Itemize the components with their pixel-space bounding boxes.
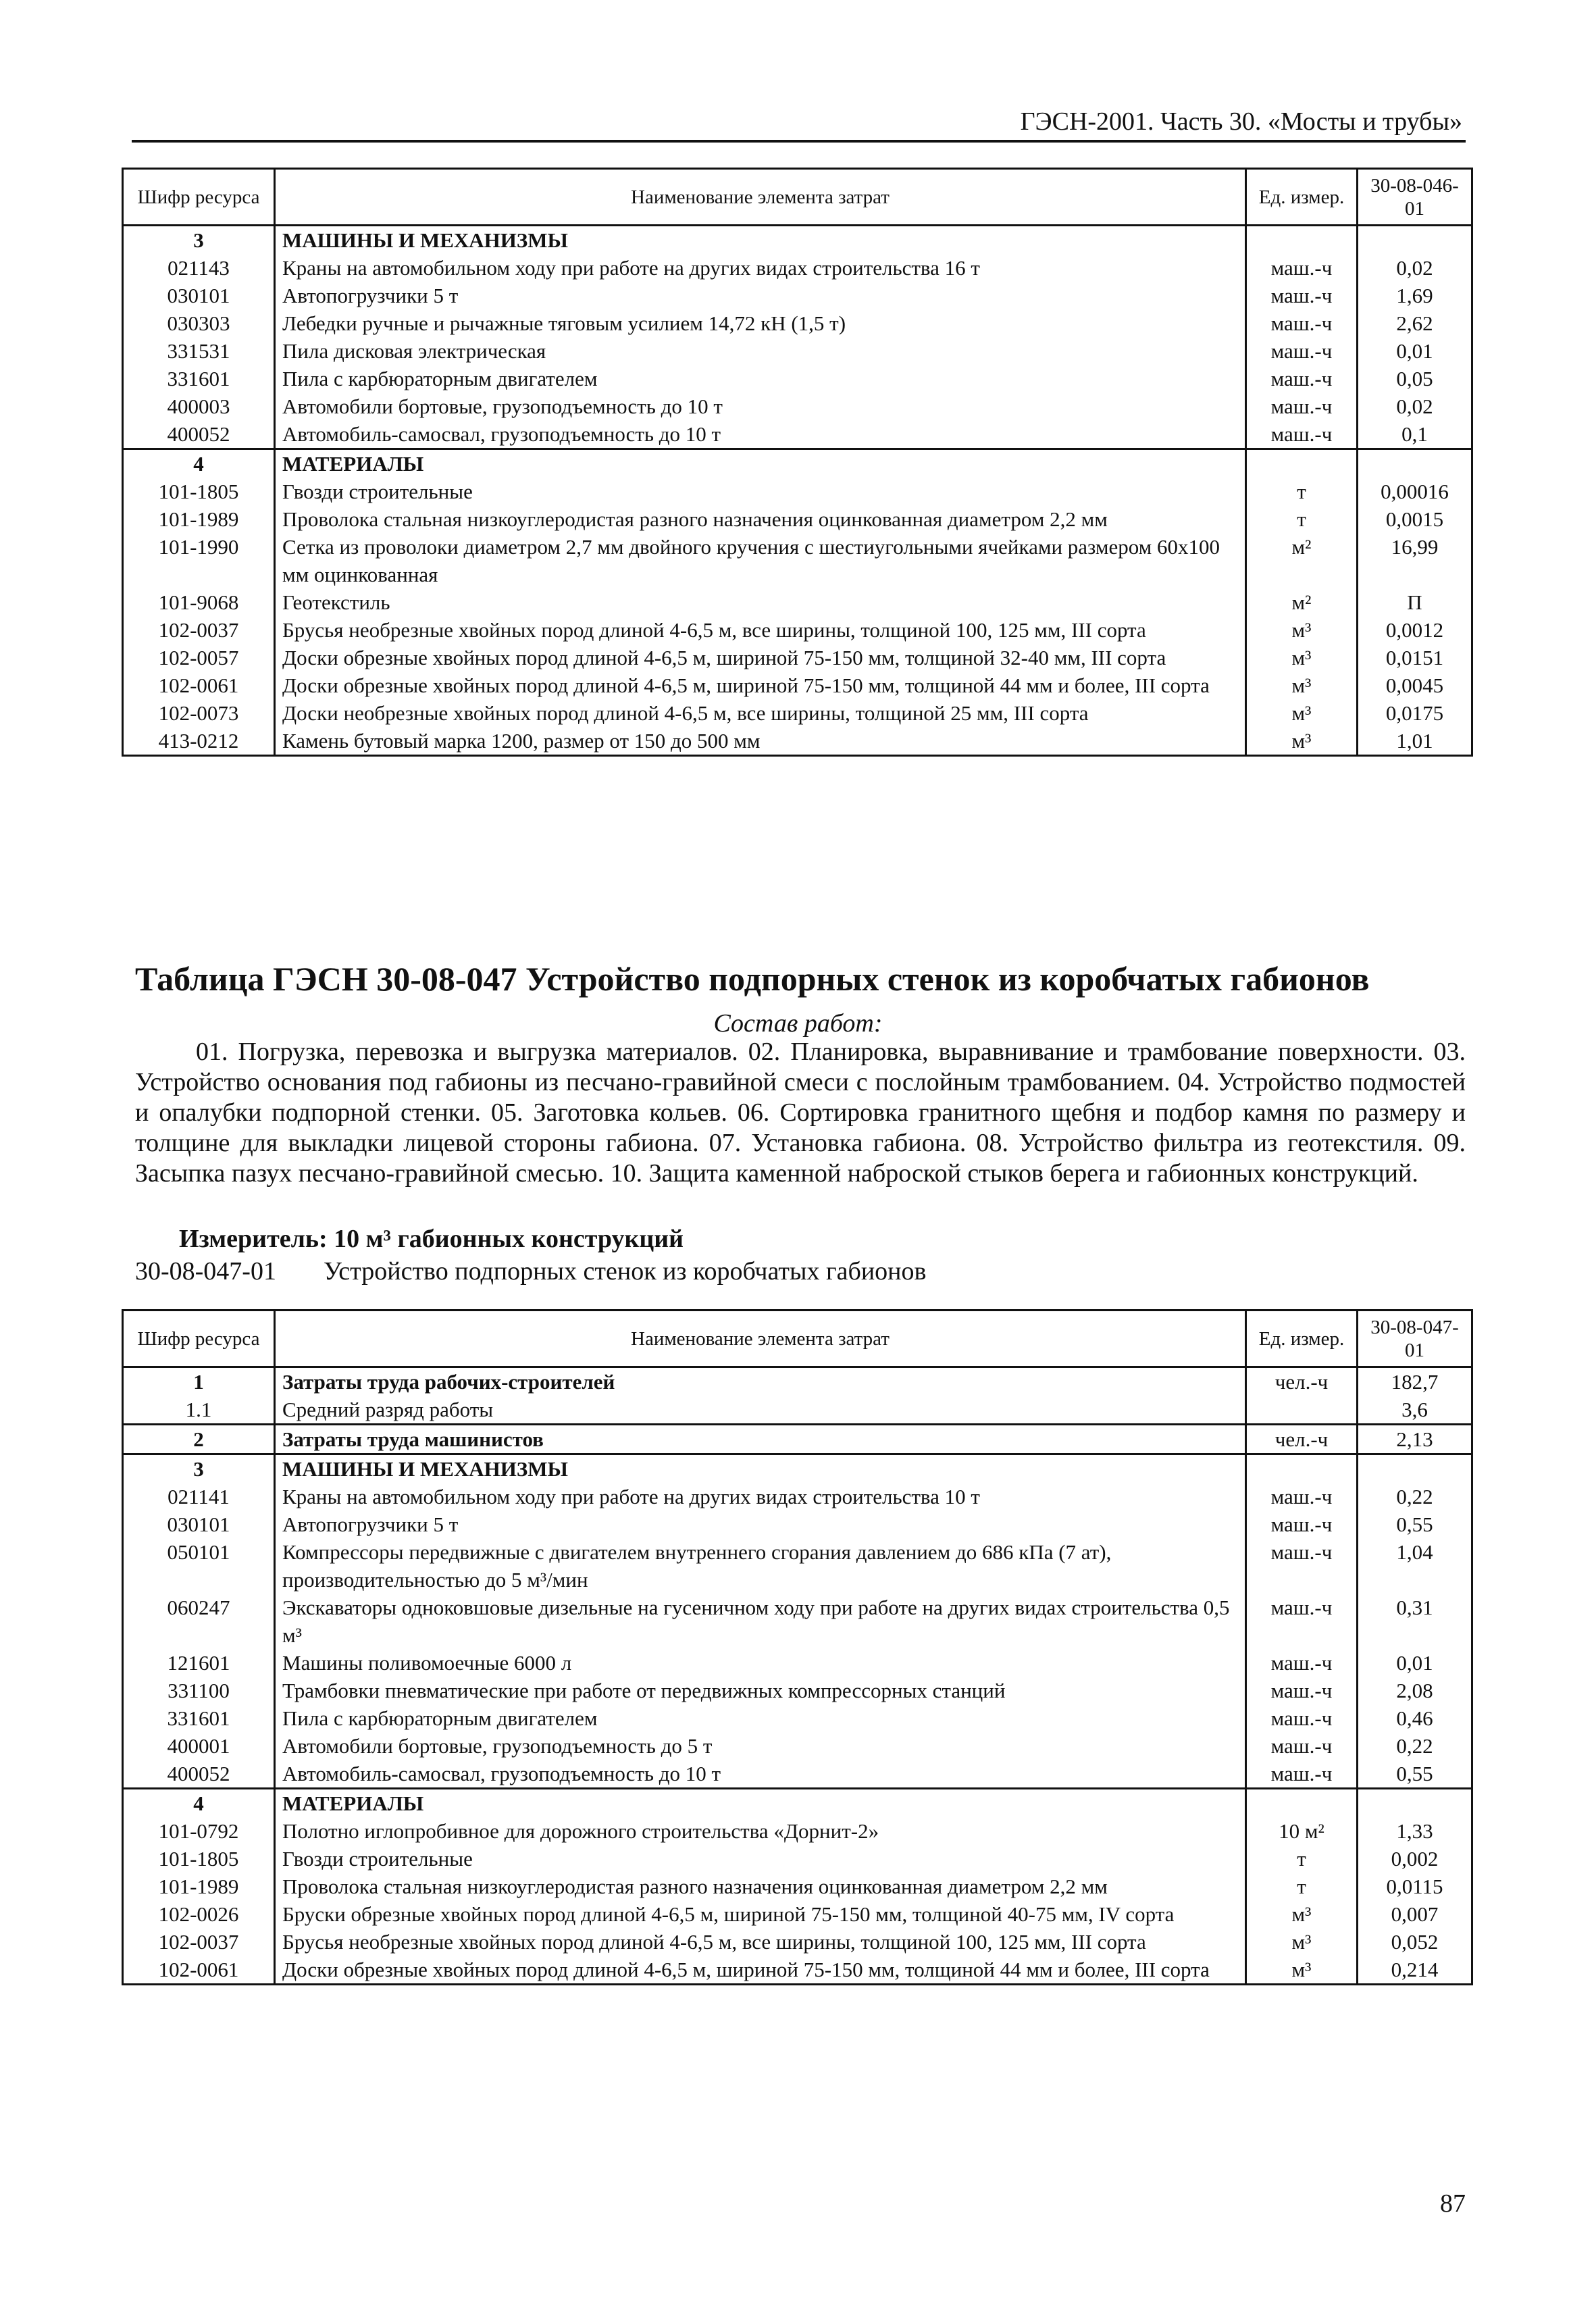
unit-cell: маш.-ч	[1246, 1760, 1358, 1789]
resource-name-cell: Пила дисковая электрическая	[275, 337, 1246, 365]
norm-value-cell: 0,007	[1358, 1900, 1472, 1928]
unit-cell: чел.-ч	[1246, 1425, 1358, 1454]
table-row	[123, 420, 1472, 449]
resource-name-cell: Затраты труда машинистов	[275, 1425, 1246, 1454]
resource-name-cell: Гвозди строительные	[275, 1845, 1246, 1873]
resource-name-cell: Полотно иглопробивное для дорожного строительства «Дорнит-2»	[275, 1817, 1246, 1845]
norm-value-cell: 0,02	[1358, 392, 1472, 420]
resource-name-cell: Доски необрезные хвойных пород длиной 4-6,5 м, все ширины, толщиной 25 мм, III сорта	[275, 699, 1246, 727]
norm-value-cell: 182,7	[1358, 1367, 1472, 1396]
unit-cell: м²	[1246, 533, 1358, 588]
norm-value-cell: 0,22	[1358, 1483, 1472, 1510]
norm-value-cell: 0,052	[1358, 1928, 1472, 1956]
resource-code-cell: 2	[123, 1425, 275, 1454]
norm-value-cell: 0,55	[1358, 1510, 1472, 1538]
resource-code-cell: 101-1989	[123, 1873, 275, 1900]
resource-code-cell: 102-0061	[123, 1956, 275, 1985]
table-row	[123, 1789, 1472, 1818]
resource-code-cell: 4	[123, 1789, 275, 1818]
table-row	[123, 1649, 1472, 1677]
table-row	[123, 671, 1472, 699]
resource-name-cell: МАШИНЫ И МЕХАНИЗМЫ	[275, 226, 1246, 255]
table-row	[123, 392, 1472, 420]
resource-name-cell: Гвозди строительные	[275, 478, 1246, 505]
norm-code: 30-08-047-01	[135, 1257, 276, 1286]
unit-cell: т	[1246, 505, 1358, 533]
norm-value-cell: 0,214	[1358, 1956, 1472, 1985]
resource-code-cell: 101-1805	[123, 478, 275, 505]
table-row	[123, 1845, 1472, 1873]
column-header-name: Наименование элемента затрат	[275, 1311, 1246, 1367]
table-row	[123, 254, 1472, 282]
unit-cell: маш.-ч	[1246, 309, 1358, 337]
norm-value-cell: 0,0175	[1358, 699, 1472, 727]
resource-table-30-08-046	[122, 168, 1473, 757]
resource-code-cell: 102-0037	[123, 616, 275, 644]
table-title: Таблица ГЭСН 30-08-047 Устройство подпорных стенок из коробчатых габионов	[135, 960, 1370, 998]
table-row	[123, 727, 1472, 756]
norm-value-cell: 3,6	[1358, 1396, 1472, 1425]
norm-value-cell: 0,00016	[1358, 478, 1472, 505]
unit-cell: маш.-ч	[1246, 1677, 1358, 1704]
norm-value-cell	[1358, 1789, 1472, 1818]
resource-name-cell: Автомобиль-самосвал, грузоподъемность до 10 т	[275, 1760, 1246, 1789]
unit-cell	[1246, 1454, 1358, 1483]
resource-name-cell: Геотекстиль	[275, 588, 1246, 616]
norm-value-cell: 1,04	[1358, 1538, 1472, 1594]
resource-code-cell: 331100	[123, 1677, 275, 1704]
column-header-name: Наименование элемента затрат	[275, 169, 1246, 226]
table-row	[123, 1760, 1472, 1789]
resource-code-cell: 102-0026	[123, 1900, 275, 1928]
unit-cell: м³	[1246, 727, 1358, 756]
resource-code-cell: 331601	[123, 1704, 275, 1732]
resource-name-cell: Доски обрезные хвойных пород длиной 4-6,5 м, шириной 75-150 мм, толщиной 44 мм и более, III сорта	[275, 671, 1246, 699]
unit-cell: маш.-ч	[1246, 1510, 1358, 1538]
resource-code-cell: 3	[123, 226, 275, 255]
resource-code-cell: 400052	[123, 420, 275, 449]
resource-name-cell: Автопогрузчики 5 т	[275, 282, 1246, 309]
norm-value-cell: П	[1358, 588, 1472, 616]
unit-cell: маш.-ч	[1246, 1732, 1358, 1760]
resource-code-cell: 400001	[123, 1732, 275, 1760]
column-header-code: Шифр ресурса	[123, 169, 275, 226]
unit-cell: м³	[1246, 1956, 1358, 1985]
resource-code-cell: 030101	[123, 282, 275, 309]
resource-code-cell: 400003	[123, 392, 275, 420]
table-row	[123, 282, 1472, 309]
resource-name-cell: Автомобили бортовые, грузоподъемность до 10 т	[275, 392, 1246, 420]
table-row	[123, 1396, 1472, 1425]
resource-code-cell: 331601	[123, 365, 275, 392]
unit-cell: м³	[1246, 671, 1358, 699]
norm-value-cell: 0,05	[1358, 365, 1472, 392]
norm-value-cell	[1358, 226, 1472, 255]
resource-name-cell: МАТЕРИАЛЫ	[275, 449, 1246, 478]
column-header-unit: Ед. измер.	[1246, 169, 1358, 226]
norm-value-cell: 0,22	[1358, 1732, 1472, 1760]
norm-value-cell	[1358, 449, 1472, 478]
table-row	[123, 644, 1472, 671]
unit-cell: чел.-ч	[1246, 1367, 1358, 1396]
unit-cell: маш.-ч	[1246, 282, 1358, 309]
resource-code-cell: 101-1990	[123, 533, 275, 588]
unit-cell: т	[1246, 1845, 1358, 1873]
table-row	[123, 1367, 1472, 1396]
table-row	[123, 1677, 1472, 1704]
resource-code-cell: 050101	[123, 1538, 275, 1594]
norm-value-cell: 0,46	[1358, 1704, 1472, 1732]
unit-cell: маш.-ч	[1246, 254, 1358, 282]
resource-name-cell: Бруски обрезные хвойных пород длиной 4-6,5 м, шириной 75-150 мм, толщиной 40-75 мм, IV сорта	[275, 1900, 1246, 1928]
unit-cell: маш.-ч	[1246, 392, 1358, 420]
norm-value-cell: 2,13	[1358, 1425, 1472, 1454]
resource-code-cell: 121601	[123, 1649, 275, 1677]
unit-cell: маш.-ч	[1246, 1483, 1358, 1510]
norm-value-cell: 0,0012	[1358, 616, 1472, 644]
resource-code-cell: 1	[123, 1367, 275, 1396]
norm-value-cell: 0,0045	[1358, 671, 1472, 699]
table-row	[123, 1454, 1472, 1483]
resource-table-30-08-047	[122, 1309, 1473, 1985]
resource-code-cell: 400052	[123, 1760, 275, 1789]
norm-value-cell: 0,31	[1358, 1594, 1472, 1649]
norm-value-cell: 0,0115	[1358, 1873, 1472, 1900]
resource-code-cell: 021141	[123, 1483, 275, 1510]
table-row	[123, 1483, 1472, 1510]
resource-code-cell: 101-1805	[123, 1845, 275, 1873]
unit-cell: м³	[1246, 699, 1358, 727]
resource-code-cell: 102-0073	[123, 699, 275, 727]
resource-code-cell: 413-0212	[123, 727, 275, 756]
composition-text: 01. Погрузка, перевозка и выгрузка материалов. 02. Планировка, выравнивание и трамбование поверхности. 03. Устройство основания под габионы из песчано-гравийной смеси с послойным трамбованием. 04. Устройство подмостей и опалубки подпорной стенки. 05. Заготовка кольев. 06. Сортировка гранитного щебня и подбор камня по размеру и толщине для выкладки лицевой стороны габиона. 07. Установка габиона. 08. Устройство фильтра из геотекстиля. 09. Засыпка пазух песчано-гравийной смесью. 10. Защита каменной наброской стыков берега и габионных конструкций.	[135, 1038, 1466, 1188]
unit-cell	[1246, 226, 1358, 255]
composition-title: Состав работ:	[713, 1009, 883, 1038]
table-row	[123, 1732, 1472, 1760]
resource-name-cell: Трамбовки пневматические при работе от передвижных компрессорных станций	[275, 1677, 1246, 1704]
resource-name-cell: Сетка из проволоки диаметром 2,7 мм двойного кручения с шестиугольными ячейками размером 60х100 мм оцинкованная	[275, 533, 1246, 588]
resource-name-cell: Проволока стальная низкоуглеродистая разного назначения оцинкованная диаметром 2,2 мм	[275, 1873, 1246, 1900]
table-row	[123, 337, 1472, 365]
norm-value-cell: 0,002	[1358, 1845, 1472, 1873]
table-row	[123, 1956, 1472, 1985]
resource-code-cell: 4	[123, 449, 275, 478]
resource-name-cell: Машины поливомоечные 6000 л	[275, 1649, 1246, 1677]
table-row	[123, 1928, 1472, 1956]
resource-name-cell: Брусья необрезные хвойных пород длиной 4-6,5 м, все ширины, толщиной 100, 125 мм, III сорта	[275, 616, 1246, 644]
table-row	[123, 505, 1472, 533]
table-row	[123, 226, 1472, 255]
table-row	[123, 365, 1472, 392]
resource-code-cell: 101-9068	[123, 588, 275, 616]
resource-code-cell: 030101	[123, 1510, 275, 1538]
unit-cell: м³	[1246, 616, 1358, 644]
norm-value-cell: 0,01	[1358, 337, 1472, 365]
norm-value-cell: 0,55	[1358, 1760, 1472, 1789]
table-row	[123, 1704, 1472, 1732]
table-row	[123, 1594, 1472, 1649]
resource-name-cell: Доски обрезные хвойных пород длиной 4-6,5 м, шириной 75-150 мм, толщиной 44 мм и более, III сорта	[275, 1956, 1246, 1985]
unit-cell: маш.-ч	[1246, 365, 1358, 392]
table-row	[123, 1538, 1472, 1594]
norm-value-cell: 0,0015	[1358, 505, 1472, 533]
norm-value-cell: 1,01	[1358, 727, 1472, 756]
resource-code-cell: 331531	[123, 337, 275, 365]
resource-name-cell: Экскаваторы одноковшовые дизельные на гусеничном ходу при работе на других видах строительства 0,5 м³	[275, 1594, 1246, 1649]
resource-code-cell: 3	[123, 1454, 275, 1483]
unit-cell	[1246, 1396, 1358, 1425]
norm-value-cell: 1,69	[1358, 282, 1472, 309]
resource-name-cell: Пила с карбюраторным двигателем	[275, 365, 1246, 392]
resource-name-cell: Лебедки ручные и рычажные тяговым усилием 14,72 кН (1,5 т)	[275, 309, 1246, 337]
running-header: ГЭСН-2001. Часть 30. «Мосты и трубы»	[1020, 107, 1462, 136]
unit-cell: м³	[1246, 1928, 1358, 1956]
resource-name-cell: МАШИНЫ И МЕХАНИЗМЫ	[275, 1454, 1246, 1483]
resource-code-cell: 102-0037	[123, 1928, 275, 1956]
resource-name-cell: Затраты труда рабочих-строителей	[275, 1367, 1246, 1396]
resource-code-cell: 102-0057	[123, 644, 275, 671]
table-row	[123, 1873, 1472, 1900]
meter-line: Измеритель: 10 м³ габионных конструкций	[179, 1225, 684, 1253]
unit-cell	[1246, 1789, 1358, 1818]
table-row	[123, 1425, 1472, 1454]
header-rule	[132, 140, 1466, 143]
resource-code-cell: 030303	[123, 309, 275, 337]
column-header-code: Шифр ресурса	[123, 1311, 275, 1367]
resource-name-cell: Автомобили бортовые, грузоподъемность до 5 т	[275, 1732, 1246, 1760]
table1-body	[123, 226, 1472, 756]
column-header-unit: Ед. измер.	[1246, 1311, 1358, 1367]
norm-value-cell: 1,33	[1358, 1817, 1472, 1845]
unit-cell: маш.-ч	[1246, 1594, 1358, 1649]
resource-name-cell: Пила с карбюраторным двигателем	[275, 1704, 1246, 1732]
resource-name-cell: Доски обрезные хвойных пород длиной 4-6,5 м, шириной 75-150 мм, толщиной 32-40 мм, III сорта	[275, 644, 1246, 671]
table-row	[123, 533, 1472, 588]
norm-value-cell: 16,99	[1358, 533, 1472, 588]
unit-cell: маш.-ч	[1246, 337, 1358, 365]
resource-name-cell: Компрессоры передвижные с двигателем внутреннего сгорания давлением до 686 кПа (7 ат), производительностью до 5 м³/мин	[275, 1538, 1246, 1594]
table-row	[123, 449, 1472, 478]
norm-value-cell	[1358, 1454, 1472, 1483]
table-row	[123, 1510, 1472, 1538]
norm-value-cell: 2,08	[1358, 1677, 1472, 1704]
norm-value-cell: 0,01	[1358, 1649, 1472, 1677]
unit-cell: маш.-ч	[1246, 1704, 1358, 1732]
norm-value-cell: 0,1	[1358, 420, 1472, 449]
resource-name-cell: Краны на автомобильном ходу при работе на других видах строительства 10 т	[275, 1483, 1246, 1510]
column-header-norm-code: 30-08-047-01	[1358, 1311, 1472, 1367]
table-row	[123, 616, 1472, 644]
resource-code-cell: 102-0061	[123, 671, 275, 699]
resource-name-cell: Автомобиль-самосвал, грузоподъемность до 10 т	[275, 420, 1246, 449]
unit-cell: т	[1246, 478, 1358, 505]
table-row	[123, 588, 1472, 616]
table-row	[123, 478, 1472, 505]
resource-name-cell: Проволока стальная низкоуглеродистая разного назначения оцинкованная диаметром 2,2 мм	[275, 505, 1246, 533]
column-header-norm-code: 30-08-046-01	[1358, 169, 1472, 226]
unit-cell: маш.-ч	[1246, 1538, 1358, 1594]
norm-description: Устройство подпорных стенок из коробчатых габионов	[323, 1257, 927, 1286]
table-row	[123, 1817, 1472, 1845]
table2-body	[123, 1367, 1472, 1985]
resource-code-cell: 021143	[123, 254, 275, 282]
unit-cell: 10 м²	[1246, 1817, 1358, 1845]
resource-code-cell: 101-0792	[123, 1817, 275, 1845]
unit-cell: т	[1246, 1873, 1358, 1900]
resource-name-cell: МАТЕРИАЛЫ	[275, 1789, 1246, 1818]
norm-line	[135, 1256, 926, 1286]
unit-cell: м²	[1246, 588, 1358, 616]
resource-code-cell: 060247	[123, 1594, 275, 1649]
resource-name-cell: Средний разряд работы	[275, 1396, 1246, 1425]
unit-cell: м³	[1246, 644, 1358, 671]
norm-value-cell: 2,62	[1358, 309, 1472, 337]
unit-cell: м³	[1246, 1900, 1358, 1928]
table-row	[123, 309, 1472, 337]
resource-name-cell: Краны на автомобильном ходу при работе на других видах строительства 16 т	[275, 254, 1246, 282]
unit-cell: маш.-ч	[1246, 420, 1358, 449]
resource-name-cell: Брусья необрезные хвойных пород длиной 4-6,5 м, все ширины, толщиной 100, 125 мм, III сорта	[275, 1928, 1246, 1956]
unit-cell	[1246, 449, 1358, 478]
norm-value-cell: 0,02	[1358, 254, 1472, 282]
resource-name-cell: Камень бутовый марка 1200, размер от 150 до 500 мм	[275, 727, 1246, 756]
table-row	[123, 699, 1472, 727]
resource-code-cell: 1.1	[123, 1396, 275, 1425]
norm-value-cell: 0,0151	[1358, 644, 1472, 671]
resource-code-cell: 101-1989	[123, 505, 275, 533]
resource-name-cell: Автопогрузчики 5 т	[275, 1510, 1246, 1538]
table-row	[123, 1900, 1472, 1928]
page-number: 87	[1440, 2189, 1466, 2218]
unit-cell: маш.-ч	[1246, 1649, 1358, 1677]
